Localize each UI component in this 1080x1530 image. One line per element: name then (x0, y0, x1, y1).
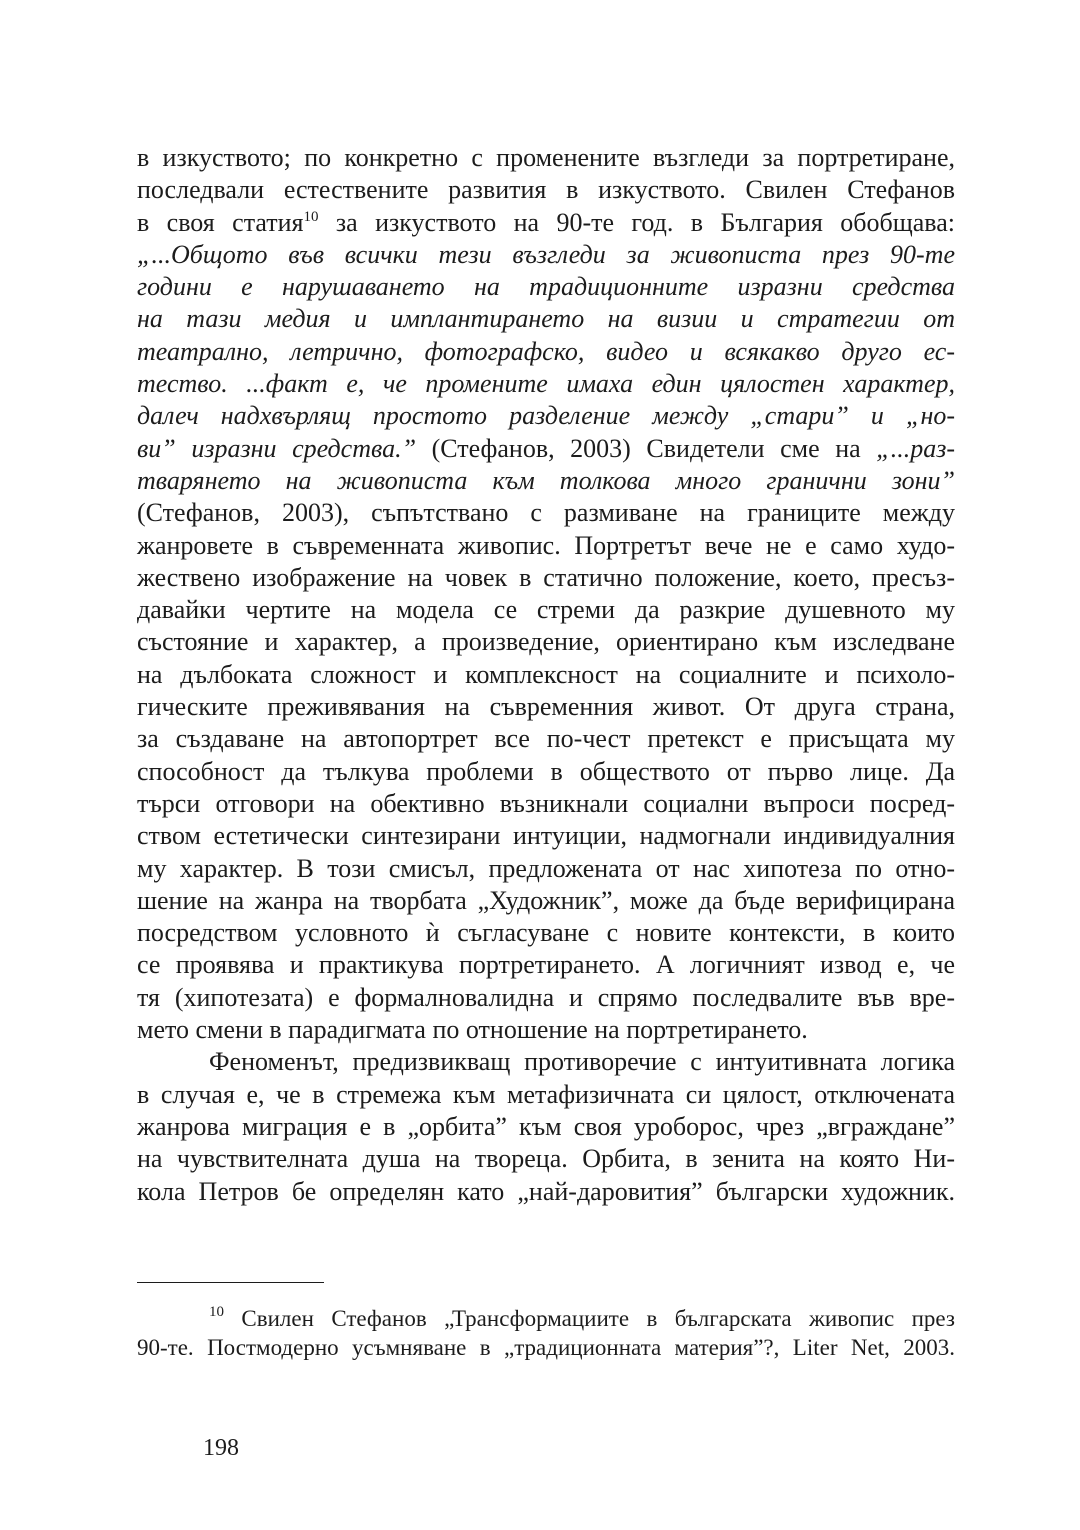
main-text (137, 142, 955, 1208)
text-line (137, 239, 955, 271)
text-line (137, 820, 955, 852)
text-run: в случая е, че в стремежа към метафизичната си цялост, отключената (137, 1079, 955, 1109)
text-run: жествено изображение на човек в статично положение, което, пресъз- (137, 562, 955, 592)
quoted-text: „...Общото във всички тези възгледи за живописта през 90-те (137, 239, 955, 269)
text-run: шение на жанра на творбата „Художник”, може да бъде верифицирана (137, 885, 955, 915)
text-line (137, 1046, 955, 1078)
text-line (137, 1176, 955, 1208)
footnote-text: Свилен Стефанов „Трансформациите в българската живопис през (224, 1306, 955, 1331)
text-line (137, 336, 955, 368)
text-run: мето смени в парадигмата по отношение на портретирането. (137, 1015, 808, 1045)
text-run: способност да тълкува проблеми в обществото от първо лице. Да (137, 756, 955, 786)
footnote-divider (137, 1282, 324, 1283)
text-run: давайки чертите на модела се стреми да разкрие душевното му (137, 595, 955, 625)
text-line (137, 207, 955, 239)
text-line (137, 853, 955, 885)
page-number: 198 (203, 1435, 239, 1461)
text-line (137, 756, 955, 788)
quoted-text: театрално, летрично, фотографско, видео и всякакво друго ес- (137, 336, 955, 366)
text-line (137, 368, 955, 400)
footnote-marker: 10 (209, 1304, 224, 1320)
text-line (137, 271, 955, 303)
text-run: тя (хипотезата) е формалновалидна и спрямо последвалите във вре- (137, 982, 955, 1012)
quoted-text: „...раз- (876, 433, 955, 463)
text-line (137, 400, 955, 432)
footnote-line (137, 1305, 955, 1334)
text-line (137, 465, 955, 497)
text-run: (Стефанов, 2003), съпътствано с размиване на границите между (137, 498, 955, 528)
text-run: посредством условното ѝ съгласуване с новите контексти, в които (137, 918, 955, 948)
text-run: му характер. В този смисъл, предложената от нас хипотеза по отно- (137, 853, 955, 883)
text-run: в изкуството; по конкретно с променените възгледи за портретиране, (137, 143, 955, 172)
text-run: за създаване на автопортрет все по-чест претекст е присъщата му (137, 724, 955, 754)
quoted-text: далеч надхвърлящ простото разделение между „стари” и „но- (137, 401, 955, 431)
text-line (137, 949, 955, 981)
text-line (137, 1014, 955, 1046)
text-line (137, 1111, 955, 1143)
text-run: последвали естествените развития в изкуството. Свилен Стефанов (137, 175, 955, 205)
text-line (137, 497, 955, 529)
text-line (137, 788, 955, 820)
text-run: на дълбоката сложност и комплексност на социалните и психоло- (137, 659, 955, 689)
quoted-text: години е нарушаването на традиционните изразни средства (137, 272, 955, 302)
text-run: Феноменът, предизвикващ противоречие с интуитивната логика (209, 1047, 955, 1077)
text-line (137, 691, 955, 723)
text-line (137, 142, 955, 174)
text-run: състояние и характер, а произведение, ориентирано към изследване (137, 627, 955, 657)
text-line (137, 174, 955, 206)
text-line (137, 626, 955, 658)
quoted-text: ви” изразни средства.” (137, 433, 417, 463)
quoted-text: на тази медия и имплантирането на визии и стратегии от (137, 304, 955, 334)
text-line (137, 433, 955, 465)
text-run: в своя статия (137, 207, 304, 237)
text-run: търси отговори на обективно възникнали социални въпроси посред- (137, 788, 955, 818)
text-run: ством естетически синтезирани интуиции, надмогнали индивидуалния (137, 821, 955, 851)
text-line (137, 530, 955, 562)
text-line (137, 723, 955, 755)
text-run: на чувствителната душа на твореца. Орбита, в зенита на която Ни- (137, 1144, 955, 1174)
text-line (137, 917, 955, 949)
text-line (137, 594, 955, 626)
text-run: кола Петров бе определян като „най-даровития” български художник. (137, 1176, 955, 1206)
text-run: жанрова миграция е в „орбита” към своя уроборос, чрез „вграждане” (137, 1111, 955, 1141)
text-run: за изкуството на 90-те год. в България обобщава: (318, 207, 956, 237)
footnote (137, 1305, 955, 1362)
text-run: жанровете в съвременната живопис. Портретът вече не е само худо- (137, 530, 955, 560)
quoted-text: тварянето на живописта към толкова много гранични зони” (137, 465, 955, 495)
text-run: гическите преживявания на съвременния живот. От друга страна, (137, 692, 955, 722)
text-line (137, 885, 955, 917)
text-line (137, 659, 955, 691)
footnote-reference: 10 (303, 208, 319, 225)
text-line (137, 562, 955, 594)
footnote-line: 90-те. Постмодерно усъмняване в „традиционната материя”?, Liter Net, 2003. (137, 1334, 955, 1360)
text-line (137, 1143, 955, 1175)
text-line (137, 982, 955, 1014)
text-run: (Стефанов, 2003) Свидетели сме на (416, 433, 877, 463)
text-line (137, 1079, 955, 1111)
text-line (137, 303, 955, 335)
quoted-text: тество. ...факт е, че промените имаха един цялостен характер, (137, 369, 955, 399)
text-run: се проявява и практикува портретирането. А логичният извод е, че (137, 950, 955, 980)
